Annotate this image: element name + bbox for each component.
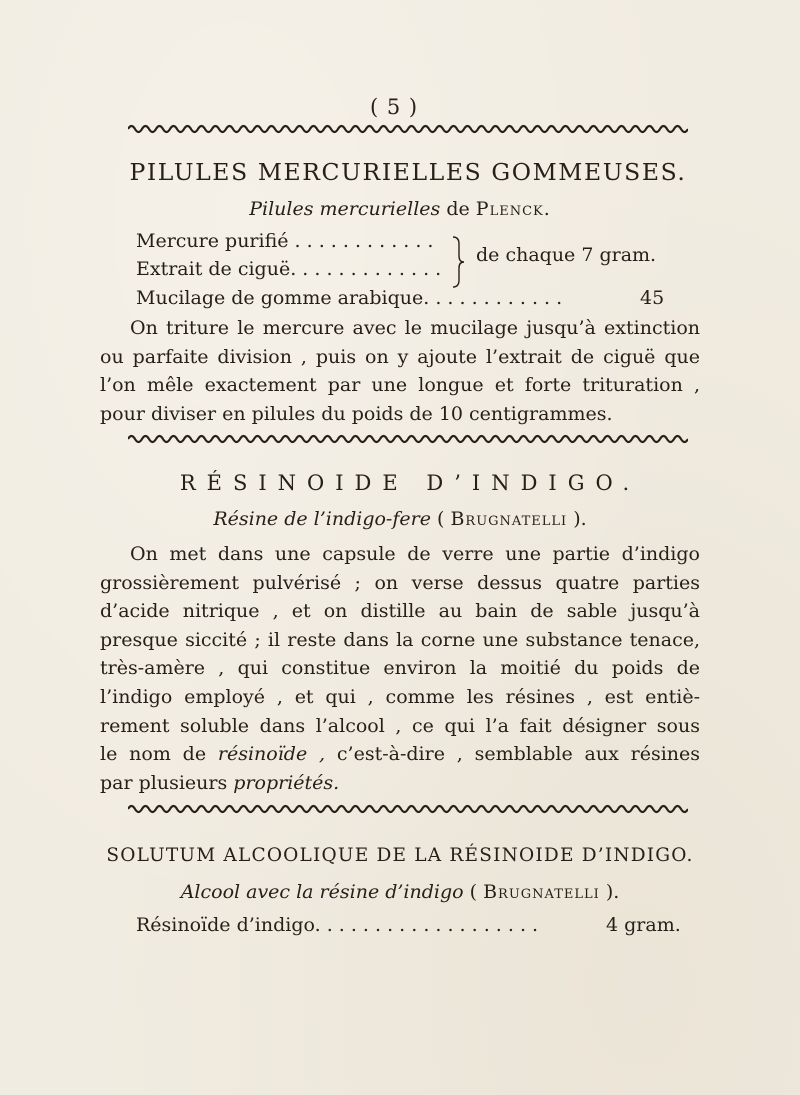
italic-term: propriétés. bbox=[233, 771, 340, 794]
ingredient-line bbox=[136, 287, 562, 309]
ingredient-line bbox=[136, 258, 441, 280]
section-title-solutum: SOLUTUM ALCOOLIQUE DE LA RÉSINOIDE D’INDIGO. bbox=[106, 845, 694, 866]
italic-term: résinoïde , bbox=[217, 743, 326, 766]
subtitle-paren-close: ). bbox=[599, 881, 620, 903]
paragraph-line: grossièrement pulvérisé ; on verse dessus quatre parties bbox=[100, 571, 700, 594]
subtitle-paren-open: ( bbox=[430, 508, 451, 530]
ingredient-quantity: 4 gram. bbox=[606, 914, 681, 936]
paragraph-line: l’indigo employé , et qui , comme les résines , est entiè- bbox=[100, 685, 700, 708]
paragraph-line: l’on mêle exactement par une longue et forte trituration , bbox=[100, 374, 700, 397]
page-number: ( 5 ) bbox=[370, 95, 419, 119]
subtitle-paren-open: ( bbox=[463, 881, 484, 903]
ingredient-dots: . . . . . . . . . . . . . . . . . . . bbox=[314, 914, 539, 936]
paragraph-line: très-amère , qui constitue environ la moitié du poids de bbox=[100, 657, 700, 680]
ingredient-name: Extrait de ciguë bbox=[136, 258, 291, 280]
subtitle-author: Plenck. bbox=[475, 198, 551, 220]
subtitle-italic: Résine de l’indigo-fere bbox=[213, 508, 431, 530]
paragraph-line: rement soluble dans l’alcool , ce qui l’a fait désigner sous bbox=[100, 714, 700, 737]
paragraph-line: On met dans une capsule de verre une partie d’indigo bbox=[130, 543, 700, 565]
subtitle-author: Brugnatelli bbox=[483, 881, 600, 903]
paragraph-pilules bbox=[100, 314, 700, 428]
section-title-resinoide: RÉSINOIDE D’INDIGO. bbox=[179, 471, 641, 495]
paragraph-line bbox=[100, 740, 700, 769]
line-text: c’est-à-dire , semblable aux résines bbox=[336, 743, 700, 766]
ingredient-dots: . . . . . . . . . . . . . bbox=[290, 258, 442, 280]
section-title-pilules: PILULES MERCURIELLES GOMMEUSES. bbox=[129, 158, 687, 186]
subtitle-connector: de bbox=[440, 198, 476, 220]
bracket-brace bbox=[451, 236, 465, 288]
paragraph-line: presque siccité ; il reste dans la corne une substance tenace, bbox=[100, 628, 700, 651]
ingredient-dots: . . . . . . . . . . . . bbox=[288, 230, 434, 252]
subtitle-italic: Alcool avec la résine d’indigo bbox=[180, 881, 464, 903]
section-subtitle-solutum bbox=[100, 881, 700, 903]
section-subtitle-pilules bbox=[100, 198, 700, 220]
paragraph-line: pour diviser en pilules du poids de 10 centigrammes. bbox=[100, 402, 613, 425]
ingredient-name: Mucilage de gomme arabique bbox=[136, 287, 424, 309]
ornamental-rule-top bbox=[128, 123, 688, 135]
section-subtitle-resinoide bbox=[100, 508, 700, 530]
subtitle-author: Brugnatelli bbox=[450, 508, 568, 530]
paragraph-line bbox=[100, 769, 700, 798]
ingredient-dots: . . . . . . . . . . . . bbox=[423, 287, 563, 309]
line-text: par plusieurs bbox=[100, 771, 228, 794]
ingredient-name: Résinoïde d’indigo bbox=[136, 914, 315, 936]
paragraph-line: On triture le mercure avec le mucilage jusqu’à extinction bbox=[130, 317, 700, 339]
ingredient-line bbox=[136, 230, 433, 252]
subtitle-italic: Pilules mercurielles bbox=[249, 198, 441, 220]
ingredient-quantity: 45 bbox=[640, 287, 665, 309]
paragraph-line: d’acide nitrique , et on distille au bain de sable jusqu’à bbox=[100, 600, 700, 623]
line-text: le nom de bbox=[100, 743, 207, 766]
ingredient-name: Mercure purifié bbox=[136, 230, 289, 252]
paragraph-resinoide bbox=[100, 540, 700, 797]
paragraph-line: ou parfaite division , puis on y ajoute l’extrait de ciguë que bbox=[100, 345, 700, 368]
subtitle-paren-close: ). bbox=[567, 508, 587, 530]
ornamental-rule-bottom bbox=[128, 803, 688, 815]
ornamental-rule-middle bbox=[128, 433, 688, 445]
ingredient-line bbox=[136, 914, 538, 936]
bracket-quantity: de chaque 7 gram. bbox=[476, 244, 657, 266]
